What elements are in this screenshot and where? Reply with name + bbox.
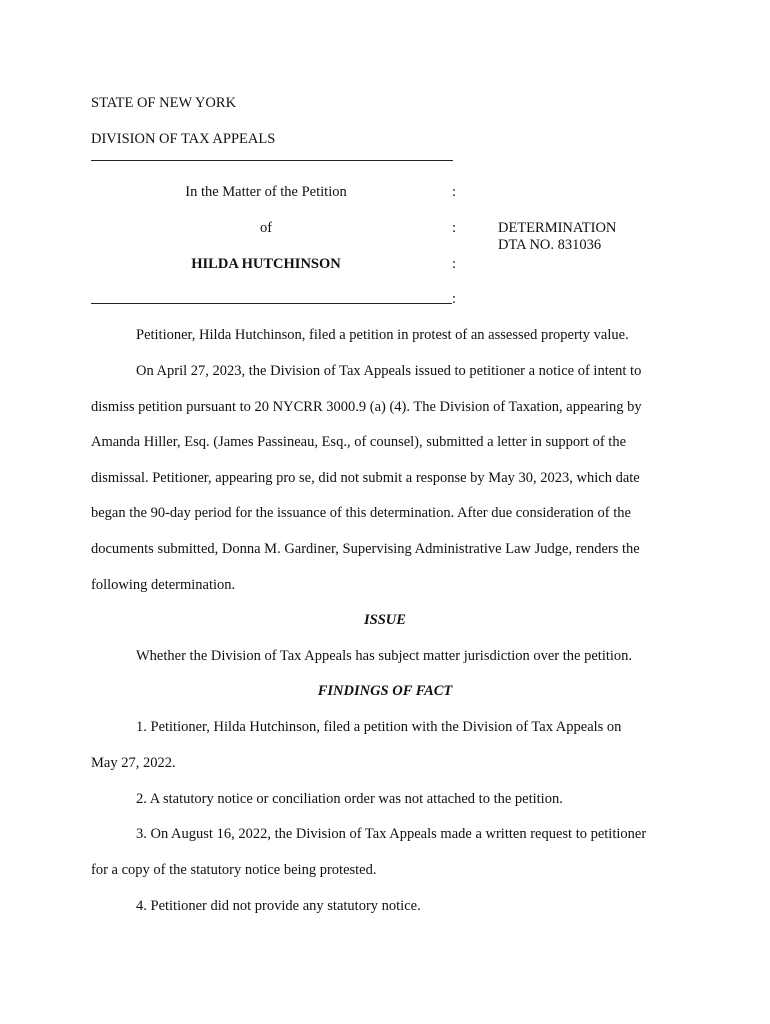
caption-of: of <box>259 220 273 236</box>
caption-colon-3: : <box>452 256 457 272</box>
determination-title: DETERMINATION <box>498 220 617 236</box>
caption-colon-2: : <box>452 220 457 236</box>
body-paragraph-2-line: Amanda Hiller, Esq. (James Passineau, Esq., of counsel), submitted a letter in support of the <box>91 434 626 450</box>
finding-4: 4. Petitioner did not provide any statutory notice. <box>136 898 421 914</box>
body-paragraph-2-line: dismissal. Petitioner, appearing pro se, did not submit a response by May 30, 2023, which date <box>91 470 640 486</box>
caption-colon-1: : <box>452 184 457 200</box>
division-header: DIVISION OF TAX APPEALS <box>91 131 276 147</box>
finding-3-line-2: for a copy of the statutory notice being protested. <box>91 862 377 878</box>
finding-1-line-1: 1. Petitioner, Hilda Hutchinson, filed a petition with the Division of Tax Appeals on <box>136 719 622 735</box>
dta-number: DTA NO. 831036 <box>498 237 602 253</box>
body-paragraph-2-line: dismiss petition pursuant to 20 NYCRR 3000.9 (a) (4). The Division of Taxation, appearing by <box>91 399 642 415</box>
state-header: STATE OF NEW YORK <box>91 95 237 111</box>
finding-3-line-1: 3. On August 16, 2022, the Division of Tax Appeals made a written request to petitioner <box>136 826 647 842</box>
body-paragraph-2-line: documents submitted, Donna M. Gardiner, Supervising Administrative Law Judge, renders the <box>91 541 640 557</box>
issue-heading: ISSUE <box>364 612 406 628</box>
caption-top-rule <box>91 160 453 161</box>
issue-text: Whether the Division of Tax Appeals has subject matter jurisdiction over the petition. <box>136 648 633 664</box>
body-paragraph-1: Petitioner, Hilda Hutchinson, filed a petition in protest of an assessed property value. <box>136 327 629 343</box>
body-paragraph-2-line: began the 90-day period for the issuance of this determination. After due consideration of the <box>91 505 631 521</box>
findings-heading: FINDINGS OF FACT <box>317 683 453 699</box>
body-paragraph-2-line: On April 27, 2023, the Division of Tax Appeals issued to petitioner a notice of intent to <box>136 363 642 379</box>
petitioner-name: HILDA HUTCHINSON <box>191 256 341 272</box>
caption-bottom-rule <box>91 303 452 304</box>
finding-2: 2. A statutory notice or conciliation order was not attached to the petition. <box>136 791 563 807</box>
finding-1-line-2: May 27, 2022. <box>91 755 176 771</box>
caption-colon-4: : <box>452 291 457 307</box>
body-paragraph-2-line: following determination. <box>91 577 236 593</box>
caption-matter: In the Matter of the Petition <box>185 184 347 200</box>
